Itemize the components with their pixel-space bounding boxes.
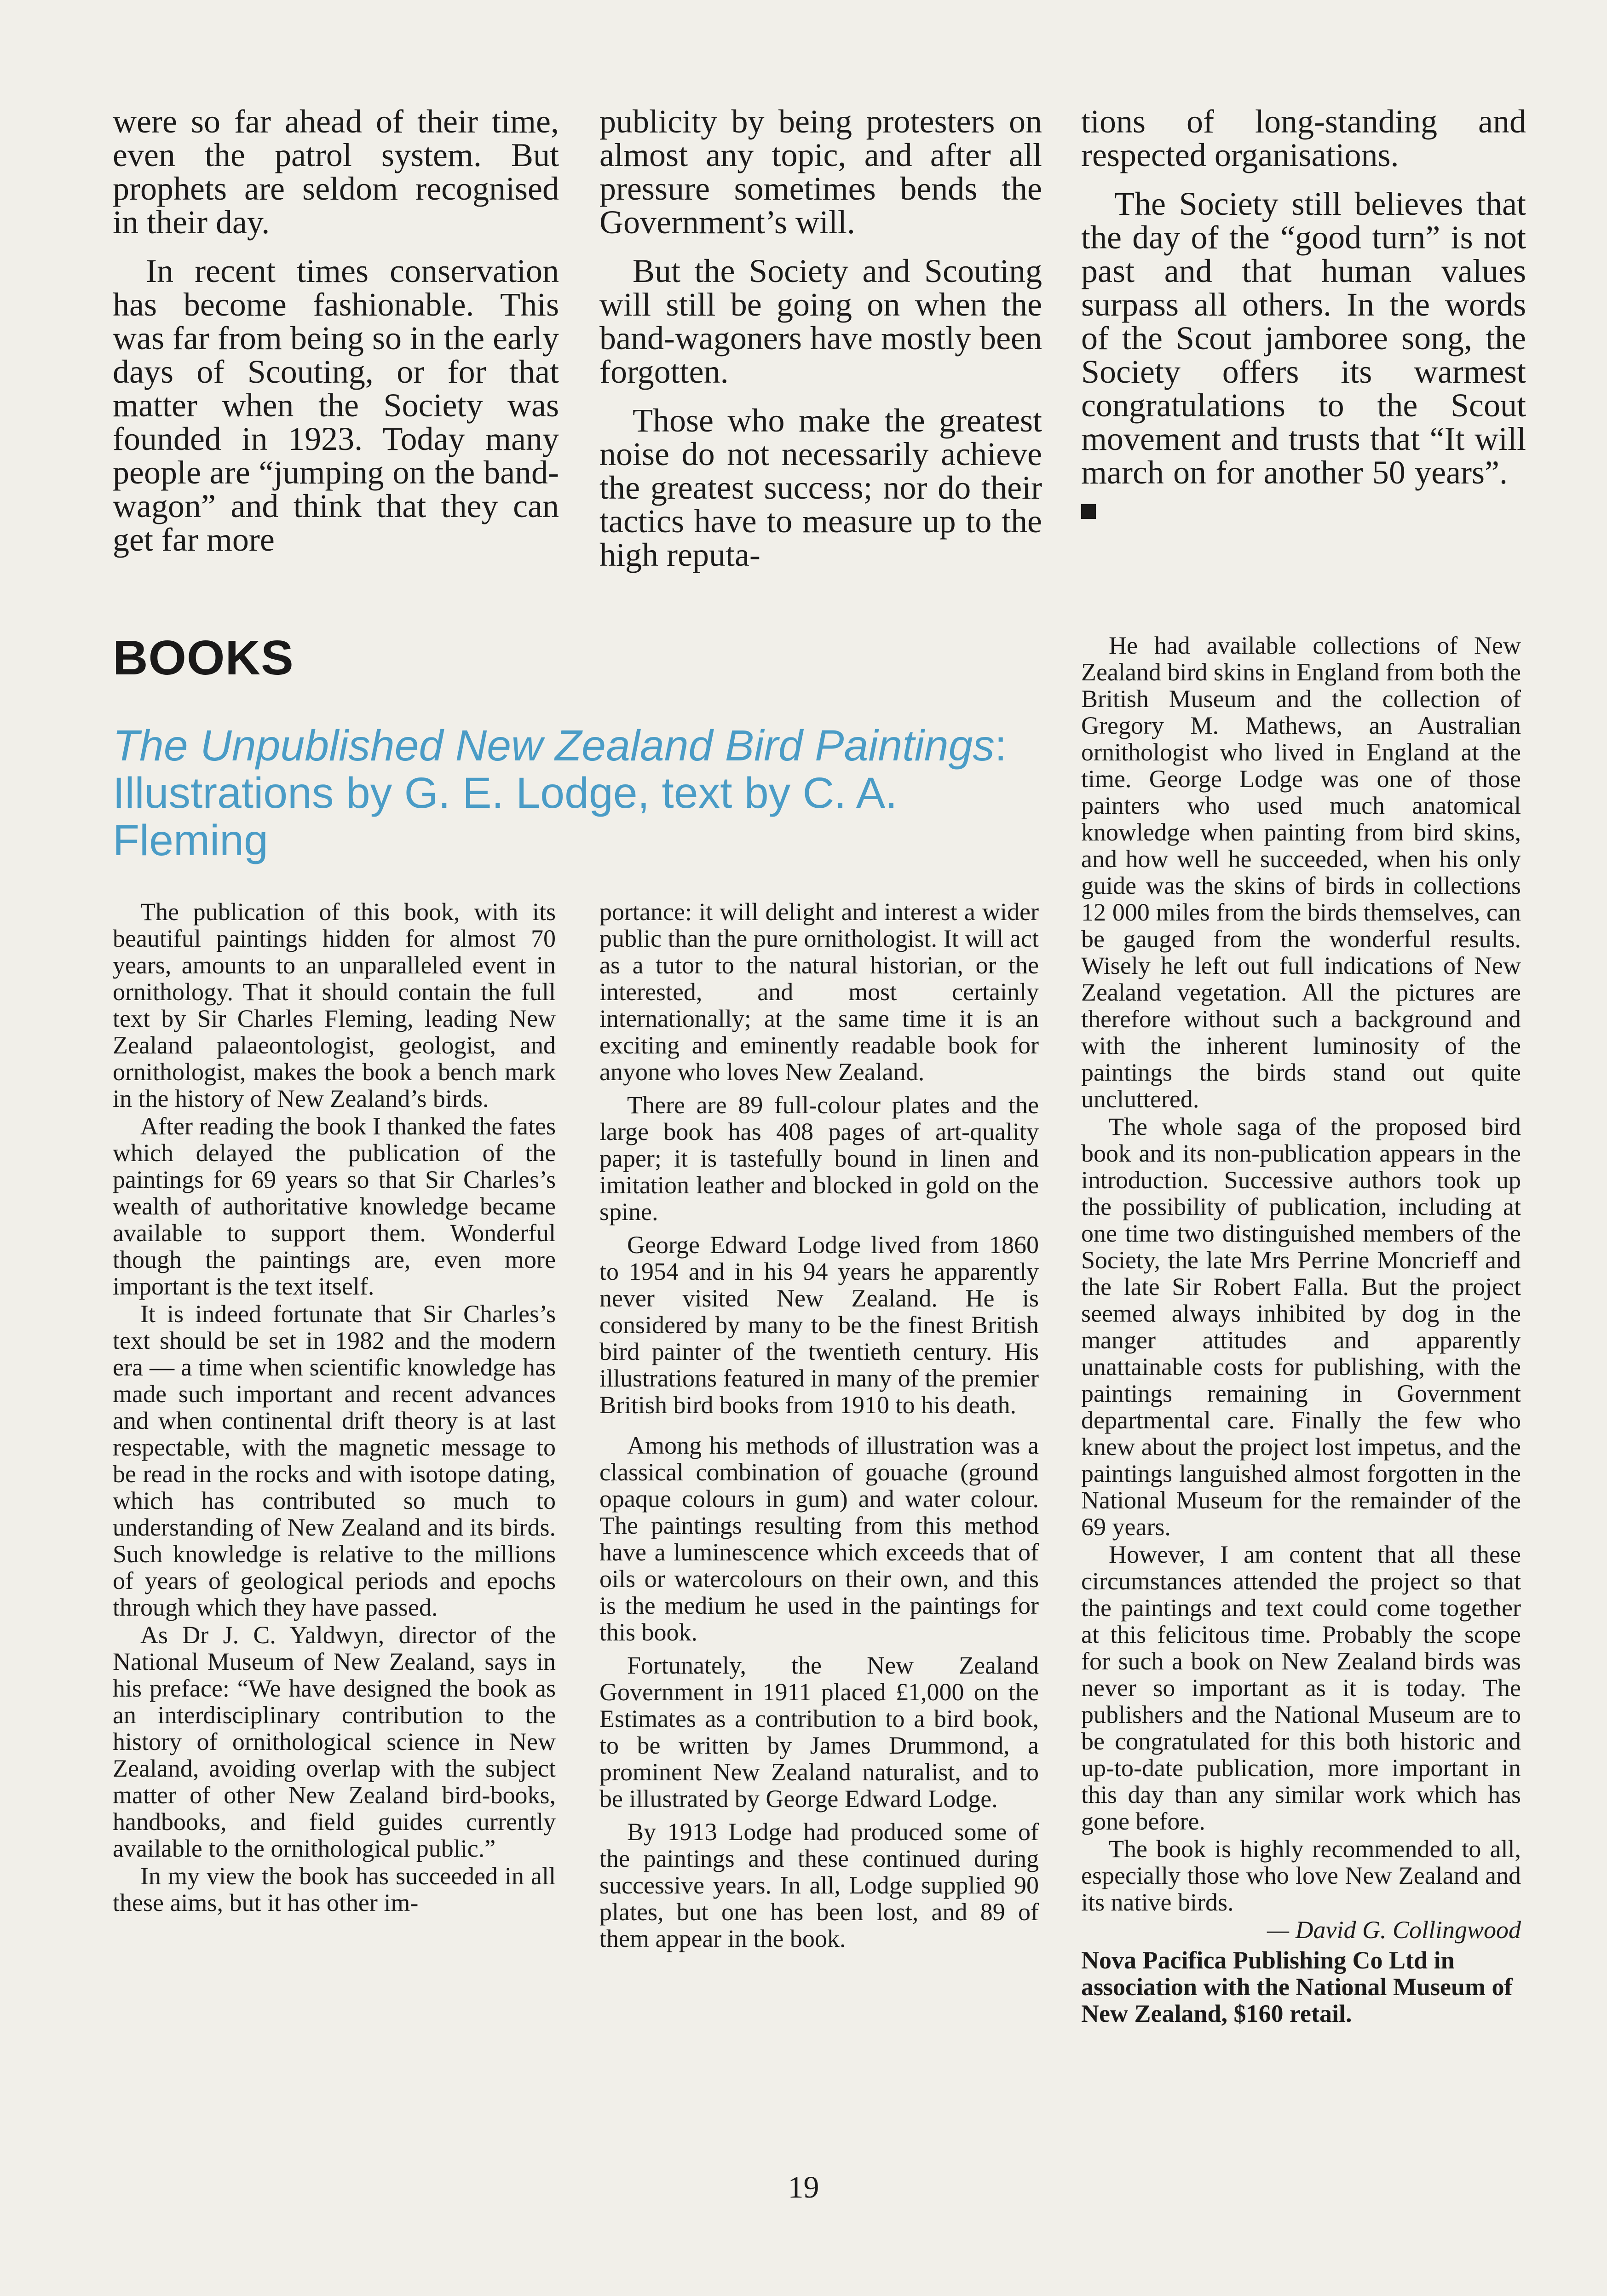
top-column-1 bbox=[113, 105, 559, 572]
page-number: 19 bbox=[788, 2169, 819, 2204]
top-column-2 bbox=[599, 105, 1042, 587]
publisher-info: Nova Pacifica Publishing Co Ltd in association with the National Museum of New Zealand, $160 retail. bbox=[1081, 1946, 1513, 2027]
paragraph: In my view the book has succeeded in all these aims, but it has other im- bbox=[113, 1862, 556, 1916]
review-column-2 bbox=[599, 898, 1039, 1958]
paragraph: But the Society and Scouting will still be going on when the band-wagoners have mostly been forgotten. bbox=[599, 253, 1042, 390]
book-title bbox=[113, 722, 1024, 864]
paragraph: By 1913 Lodge had produced some of the paintings and these continued during successive years. In all, Lodge supplied 90 plates, but one has been lost, and 89 of them appear in the book. bbox=[599, 1818, 1039, 1952]
paragraph: It is indeed fortunate that Sir Charles’s text should be set in 1982 and the modern era — a time when scientific knowledge has made such important and recent advances and when continental drift theory is at last respectable, with the magnetic message to be read in the rocks and with isotope dating, which has contributed so much to understanding of New Zealand and its birds. Such knowledge is relative to the millions of years of geological periods and epochs through which they have passed. bbox=[113, 1300, 556, 1621]
paragraph: However, I am content that all these circumstances attended the project so that the paintings and text could come together at this felicitous time. Probably the scope for such a book on New Zealand birds was never so important as it is today. The publishers and the National Museum are to be congratulated for this both historic and up-to-date publication, more important in this day than any similar work which has gone before. bbox=[1081, 1541, 1521, 1835]
book-title-italic: The Unpublished New Zealand Bird Paintings bbox=[113, 721, 995, 770]
paragraph: were so far ahead of their time, even the patrol system. But prophets are seldom recognised in their day. bbox=[113, 103, 559, 241]
paragraph: He had available collections of New Zealand bird skins in England from both the British Museum and the collection of Gregory M. Mathews, an Australian ornithologist who lived in England at the time. George Lodge was one of those painters who used much anatomical knowledge when painting from bird skins, and how well he succeeded, when his only guide was the skins of birds in collections 12 000 miles from the birds themselves, can be gauged from the wonderful results. Wisely he left out full indications of New Zealand vegetation. All the pictures are therefore without such a background and with the inherent luminosity of the paintings the birds stand out quite uncluttered. bbox=[1081, 632, 1521, 1113]
review-column-3 bbox=[1081, 632, 1521, 2027]
review-column-1 bbox=[113, 898, 556, 1917]
end-of-article-mark bbox=[1081, 504, 1096, 519]
paragraph: George Edward Lodge lived from 1860 to 1954 and in his 94 years he apparently never visited New Zealand. He is considered by many to be the finest British bird painter of the twentieth century. His illustrations featured in many of the premier British bird books from 1910 to his death. bbox=[599, 1231, 1039, 1419]
book-title-rest: : Illustrations by G. E. Lodge, text by C. A. Fleming bbox=[113, 721, 1007, 865]
paragraph: In recent times conservation has become fashionable. This was far from being so in the early days of Scouting, or for that matter when the Society was founded in 1923. Today many people are “jumping on the band-wagon” and think that they can get far more bbox=[113, 253, 559, 558]
paragraph: tions of long-standing and respected organisations. bbox=[1081, 103, 1526, 173]
paragraph: Those who make the greatest noise do not necessarily achieve the greatest success; nor do their tactics have to measure up to the high reputa- bbox=[599, 402, 1042, 573]
top-column-3 bbox=[1081, 105, 1526, 538]
paragraph: Fortunately, the New Zealand Government in 1911 placed £1,000 on the Estimates as a contribution to a bird book, to be written by James Drummond, a prominent New Zealand naturalist, and to be illustrated by George Edward Lodge. bbox=[599, 1652, 1039, 1813]
paragraph bbox=[1081, 187, 1526, 523]
paragraph: portance: it will delight and interest a wider public than the pure ornithologist. It will act as a tutor to the natural historian, or the interested, and most certainly internationally; at the same time it is an exciting and eminently readable book for anyone who loves New Zealand. bbox=[599, 898, 1039, 1086]
byline: — David G. Collingwood bbox=[1267, 1916, 1521, 1944]
paragraph: Among his methods of illustration was a classical combination of gouache (ground opaque colours in gum) and water colour. The paintings resulting from this method have a luminescence which exceeds that of oils or watercolours on their own, and this is the medium he used in the paintings for this book. bbox=[599, 1432, 1039, 1646]
paragraph: publicity by being protesters on almost any topic, and after all pressure sometimes bends the Government’s will. bbox=[599, 103, 1042, 241]
paragraph-text: The Society still believes that the day of the “good turn” is not past and that human values surpass all others. In the words of the Scout jamboree song, the Society offers its warmest congratulations to the Scout movement and trusts that “It will march on for another 50 years”. bbox=[1081, 185, 1526, 491]
paragraph: There are 89 full-colour plates and the large book has 408 pages of art-quality paper; it is tastefully bound in linen and imitation leather and blocked in gold on the spine. bbox=[599, 1091, 1039, 1226]
paragraph: The book is highly recommended to all, especially those who love New Zealand and its native birds. bbox=[1081, 1835, 1521, 1916]
paragraph: The publication of this book, with its beautiful paintings hidden for almost 70 years, amounts to an unparalleled event in ornithology. That it should contain the full text by Sir Charles Fleming, leading New Zealand palaeontologist, geologist, and ornithologist, makes the book a bench mark in the history of New Zealand’s birds. bbox=[113, 898, 556, 1112]
paragraph: After reading the book I thanked the fates which delayed the publication of the paintings for 69 years so that Sir Charles’s wealth of authoritative knowledge became available to support them. Wonderful though the paintings are, even more important is the text itself. bbox=[113, 1112, 556, 1300]
paragraph: The whole saga of the proposed bird book and its non-publication appears in the introduction. Successive authors took up the possibility of publication, including at one time two distinguished members of the Society, the late Mrs Perrine Moncrieff and the late Sir Robert Falla. But the project seemed always inhibited by dog in the manger attitudes and apparently unattainable costs for publishing, with the paintings remaining in Government departmental care. Finally the few who knew about the project lost impetus, and the paintings languished almost forgotten in the National Museum for the remainder of the 69 years. bbox=[1081, 1113, 1521, 1541]
paragraph: As Dr J. C. Yaldwyn, director of the National Museum of New Zealand, says in his preface: “We have designed the book as an interdisciplinary contribution to the history of ornithological science in New Zealand, avoiding overlap with the subject matter of other New Zealand bird-books, handbooks, and field guides currently available to the ornithological public.” bbox=[113, 1621, 556, 1862]
section-heading: BOOKS bbox=[113, 631, 294, 685]
